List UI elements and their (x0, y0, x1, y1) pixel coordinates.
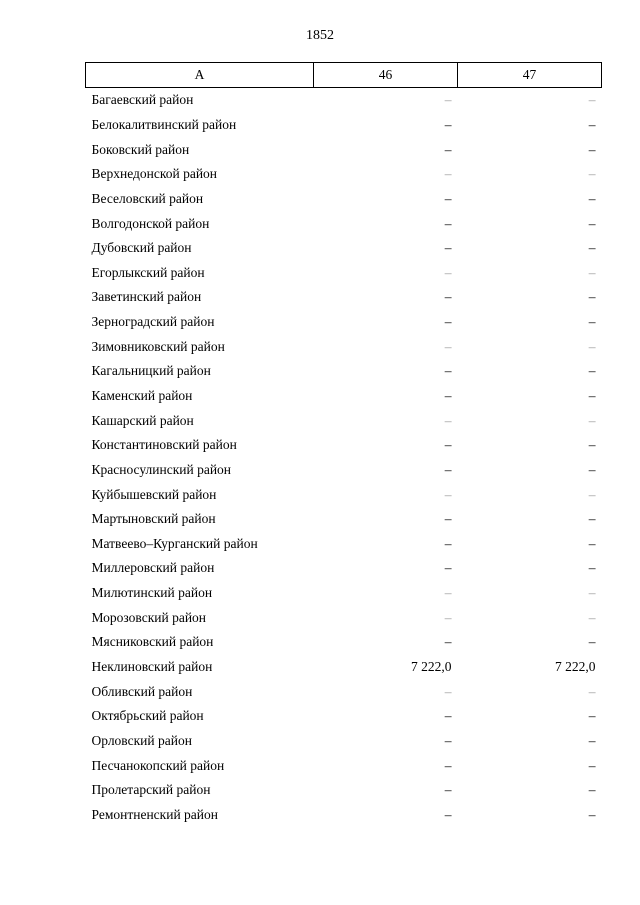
value-cell-46: – (444, 437, 452, 453)
district-name-cell: Волгодонской район (91, 215, 210, 231)
table-row (86, 507, 602, 532)
value-cell-47: – (588, 535, 596, 551)
value-cell-46: – (444, 338, 452, 354)
table-row (86, 137, 602, 162)
value-cell-47: – (588, 634, 596, 650)
district-name-cell: Заветинский район (91, 289, 202, 305)
district-name-cell: Кагальницкий район (91, 363, 211, 379)
value-cell-46: – (444, 732, 452, 748)
district-table (85, 62, 602, 827)
value-cell-47: – (588, 732, 596, 748)
table-row (86, 803, 602, 828)
district-name-cell: Егорлыкский район (91, 264, 205, 280)
district-name-cell: Багаевский район (91, 92, 194, 108)
district-name-cell: Верхнедонской район (91, 166, 218, 182)
value-cell-46: – (444, 116, 452, 132)
value-cell-47: – (588, 708, 596, 724)
district-name-cell: Ремонтненский район (91, 806, 218, 822)
table-row (86, 581, 602, 606)
value-cell-46: – (444, 757, 452, 773)
table-header-row (86, 63, 602, 88)
value-cell-46: – (444, 461, 452, 477)
table-row (86, 408, 602, 433)
table-row (86, 211, 602, 236)
value-cell-46: – (444, 92, 452, 108)
district-name-cell: Константиновский район (91, 437, 237, 453)
district-name-cell: Красносулинский район (91, 461, 232, 477)
district-name-cell: Октябрьский район (91, 708, 204, 724)
value-cell-47: – (588, 782, 596, 798)
table-row (86, 310, 602, 335)
district-name-cell: Мясниковский район (91, 634, 214, 650)
value-cell-47: – (588, 585, 596, 601)
value-cell-47: – (588, 806, 596, 822)
value-cell-47: – (588, 437, 596, 453)
table-row (86, 704, 602, 729)
value-cell-46: – (444, 289, 452, 305)
table-row (86, 778, 602, 803)
district-name-cell: Веселовский район (91, 190, 204, 206)
district-name-cell: Обливский район (91, 683, 193, 699)
value-cell-46: – (444, 190, 452, 206)
value-cell-46: – (444, 141, 452, 157)
district-name-cell: Кашарский район (91, 412, 194, 428)
table-row (86, 236, 602, 261)
value-cell-47: – (588, 92, 596, 108)
district-name-cell: Песчанокопский район (91, 757, 225, 773)
column-header-name: А (86, 63, 314, 88)
table-row (86, 162, 602, 187)
value-cell-46: – (444, 535, 452, 551)
district-name-cell: Дубовский район (91, 240, 192, 256)
value-cell-47: – (588, 141, 596, 157)
value-cell-46: – (444, 634, 452, 650)
value-cell-47: 7 222,0 (555, 659, 596, 675)
column-header-46: 46 (314, 63, 458, 88)
table-row (86, 655, 602, 680)
district-name-cell: Мартыновский район (91, 511, 216, 527)
table-row (86, 532, 602, 557)
district-name-cell: Орловский район (91, 732, 192, 748)
value-cell-47: – (588, 190, 596, 206)
value-cell-46: – (444, 683, 452, 699)
value-cell-47: – (588, 264, 596, 280)
value-cell-46: – (444, 240, 452, 256)
table-row (86, 630, 602, 655)
table-row (86, 433, 602, 458)
table-row (86, 556, 602, 581)
table-row (86, 187, 602, 212)
table-row (86, 729, 602, 754)
value-cell-46: – (444, 412, 452, 428)
value-cell-46: – (444, 486, 452, 502)
table-row (86, 753, 602, 778)
value-cell-47: – (588, 757, 596, 773)
table-row (86, 482, 602, 507)
table-row (86, 605, 602, 630)
value-cell-46: – (444, 511, 452, 527)
value-cell-47: – (588, 289, 596, 305)
table-row (86, 334, 602, 359)
table-row (86, 458, 602, 483)
value-cell-47: – (588, 412, 596, 428)
district-name-cell: Морозовский район (91, 609, 207, 625)
table-row (86, 260, 602, 285)
value-cell-47: – (588, 314, 596, 330)
table-row (86, 285, 602, 310)
district-name-cell: Матвеево–Курганский район (91, 535, 258, 551)
value-cell-46: – (444, 560, 452, 576)
table-row (86, 359, 602, 384)
value-cell-47: – (588, 363, 596, 379)
district-name-cell: Миллеровский район (91, 560, 215, 576)
value-cell-46: – (444, 215, 452, 231)
value-cell-47: – (588, 486, 596, 502)
value-cell-46: – (444, 806, 452, 822)
table-row (86, 88, 602, 113)
value-cell-47: – (588, 166, 596, 182)
value-cell-46: – (444, 782, 452, 798)
value-cell-47: – (588, 683, 596, 699)
value-cell-46: – (444, 264, 452, 280)
value-cell-46: – (444, 585, 452, 601)
value-cell-46: – (444, 314, 452, 330)
value-cell-47: – (588, 338, 596, 354)
value-cell-47: – (588, 215, 596, 231)
district-name-cell: Неклиновский район (91, 659, 213, 675)
table-row (86, 113, 602, 138)
value-cell-46: – (444, 708, 452, 724)
value-cell-47: – (588, 560, 596, 576)
value-cell-46: – (444, 166, 452, 182)
table-row (86, 679, 602, 704)
district-name-cell: Зимовниковский район (91, 338, 225, 354)
table-row (86, 384, 602, 409)
value-cell-47: – (588, 240, 596, 256)
column-header-47: 47 (458, 63, 602, 88)
district-name-cell: Белокалитвинский район (91, 116, 237, 132)
value-cell-47: – (588, 609, 596, 625)
district-name-cell: Милютинский район (91, 585, 213, 601)
value-cell-47: – (588, 116, 596, 132)
value-cell-46: – (444, 609, 452, 625)
district-name-cell: Боковский район (91, 141, 190, 157)
district-name-cell: Зерноградский район (91, 314, 215, 330)
value-cell-46: – (444, 363, 452, 379)
value-cell-46: 7 222,0 (411, 659, 452, 675)
value-cell-47: – (588, 461, 596, 477)
table-body (86, 88, 602, 828)
value-cell-47: – (588, 388, 596, 403)
district-name-cell: Пролетарский район (91, 782, 211, 798)
district-name-cell: Каменский район (91, 388, 193, 403)
page-number: 1852 (306, 28, 334, 43)
value-cell-46: – (444, 388, 452, 403)
district-name-cell: Куйбышевский район (91, 486, 217, 502)
value-cell-47: – (588, 511, 596, 527)
